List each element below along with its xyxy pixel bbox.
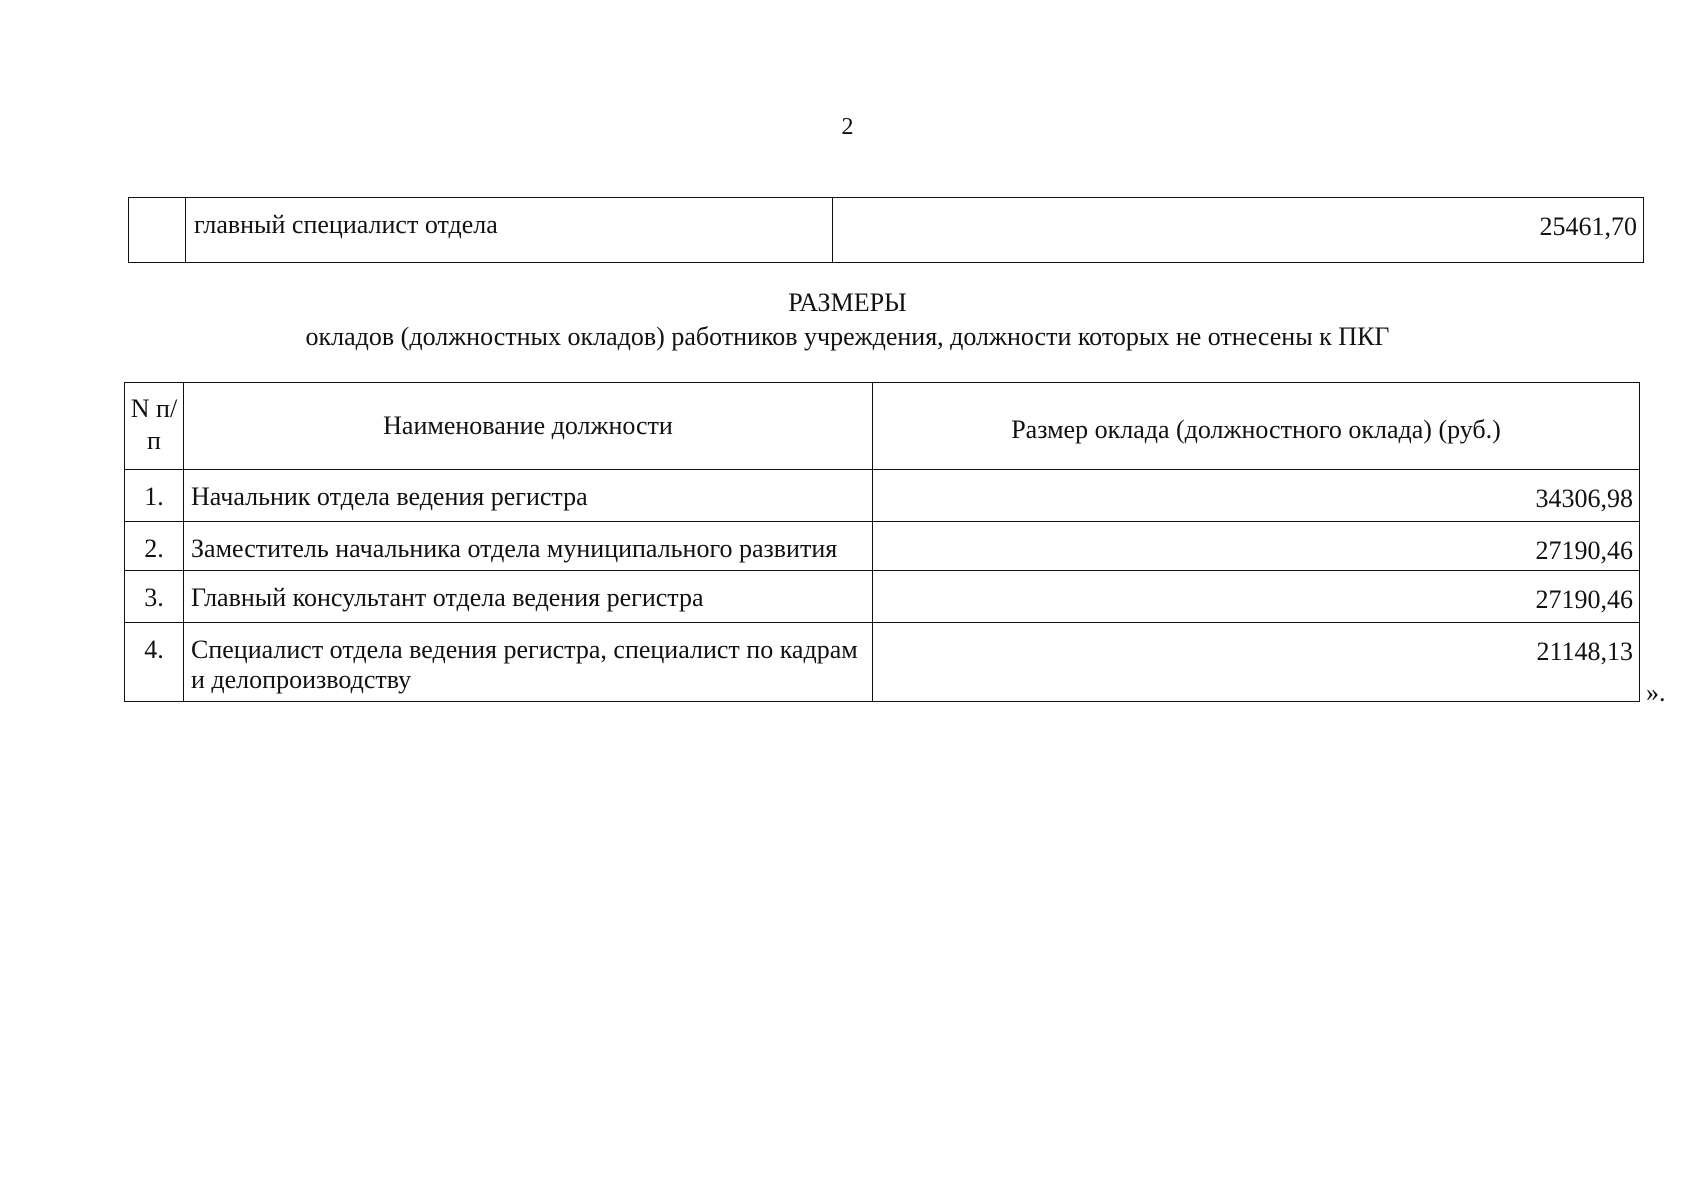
salary-value-cell: 27190,46 <box>873 522 1640 571</box>
salary-value-cell: 27190,46 <box>873 571 1640 623</box>
row-number-cell: 1. <box>125 470 184 522</box>
header-position-name: Наименование должности <box>184 383 873 470</box>
position-name-cell: Специалист отдела ведения регистра, специалист по кадрам и делопроизводству <box>184 623 873 702</box>
header-number: N п/п <box>125 383 184 470</box>
row-number-cell: 2. <box>125 522 184 571</box>
row-number-cell: 4. <box>125 623 184 702</box>
salary-table <box>124 382 1640 702</box>
table-row <box>125 571 1640 623</box>
salary-value-cell: 25461,70 <box>833 198 1644 263</box>
table-row <box>125 522 1640 571</box>
header-salary: Размер оклада (должностного оклада) (руб.) <box>873 383 1640 470</box>
position-name-cell: Начальник отдела ведения регистра <box>184 470 873 522</box>
row-number-cell <box>129 198 186 263</box>
position-name-cell: Главный консультант отдела ведения регистра <box>184 571 873 623</box>
section-title: РАЗМЕРЫ <box>788 288 907 317</box>
section-heading <box>0 286 1695 354</box>
continued-table <box>128 197 1644 263</box>
page-number: 2 <box>841 114 854 140</box>
salary-value-cell: 21148,13 <box>873 623 1640 702</box>
closing-quote: ». <box>1646 678 1666 707</box>
row-number-cell: 3. <box>125 571 184 623</box>
table-row <box>125 470 1640 522</box>
section-subtitle: окладов (должностных окладов) работников учреждения, должности которых не отнесены к ПКГ <box>305 322 1390 351</box>
salary-value-cell: 34306,98 <box>873 470 1640 522</box>
position-name-cell: главный специалист отдела <box>186 198 833 263</box>
table-row <box>125 623 1640 702</box>
table-row <box>129 198 1644 263</box>
position-name-cell: Заместитель начальника отдела муниципального развития <box>184 522 873 571</box>
table-header-row <box>125 383 1640 470</box>
